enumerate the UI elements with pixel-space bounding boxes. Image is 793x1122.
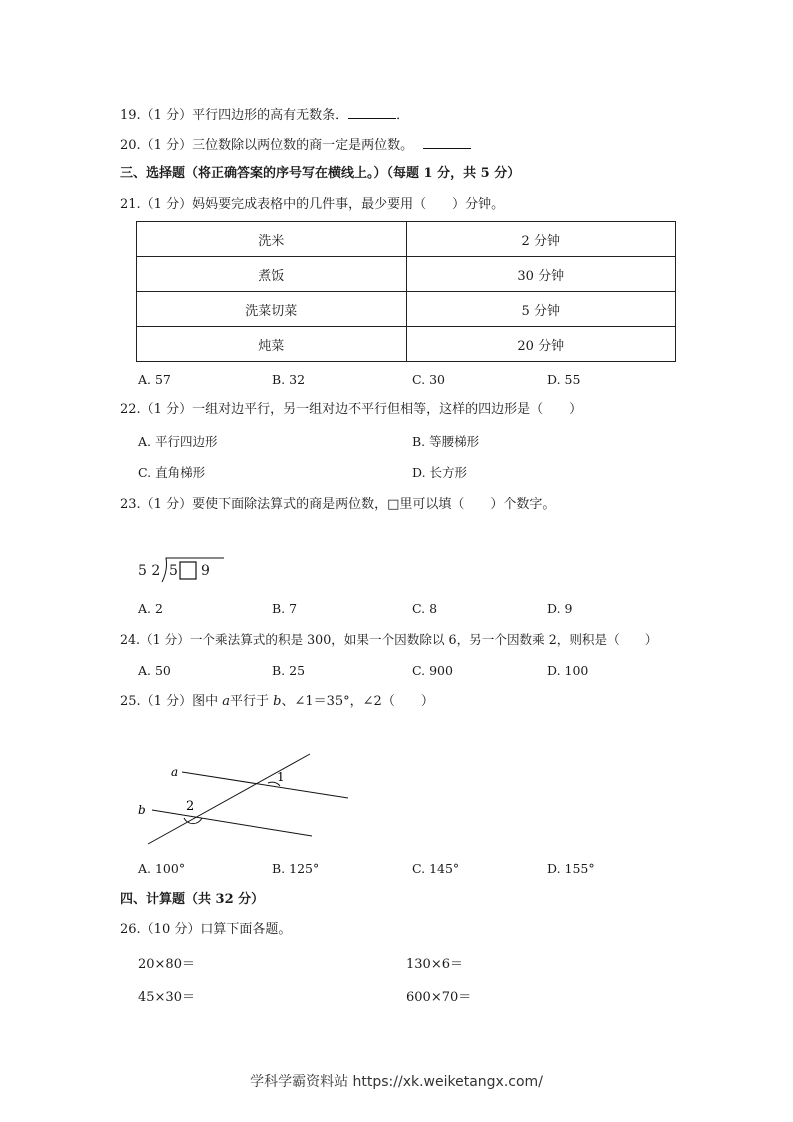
question-25-text-post: 、∠1＝35°，∠2（ ）	[281, 694, 434, 709]
parallel-lines-figure	[134, 748, 364, 848]
option-c[interactable]: C. 30	[412, 372, 445, 387]
option-d[interactable]: D. 9	[547, 601, 573, 616]
table-cell-task: 洗菜切菜	[137, 292, 407, 327]
option-a[interactable]: A. 57	[138, 372, 171, 387]
option-b[interactable]: B. 等腰梯形	[412, 434, 480, 449]
long-division-figure	[138, 556, 228, 586]
question-19-end: ．	[396, 108, 410, 123]
table-row	[137, 257, 676, 292]
dividend-last-digit: 9	[201, 563, 210, 579]
question-25-text-pre: 25.（1 分）图中	[120, 694, 223, 709]
line-a	[182, 772, 348, 798]
option-d[interactable]: D. 长方形	[412, 465, 468, 480]
label-b: b	[138, 803, 146, 817]
variable-a: a	[222, 694, 230, 709]
table-row	[137, 327, 676, 362]
variable-b: b	[273, 694, 282, 709]
label-angle-1: 1	[277, 770, 285, 784]
question-22-text: 22.（1 分）一组对边平行，另一组对边不平行但相等，这样的四边形是（ ）	[120, 402, 583, 417]
option-a[interactable]: A. 50	[138, 663, 171, 678]
option-c[interactable]: C. 8	[412, 601, 438, 616]
option-a[interactable]: A. 100°	[138, 861, 186, 876]
question-19-text: 19.（1 分）平行四边形的高有无数条．	[120, 108, 349, 123]
section-4-title: 四、计算题（共 32 分）	[120, 892, 265, 907]
footer-watermark: 学科学霸资料站 https://xk.weiketangx.com/	[250, 1074, 543, 1090]
dividend-first-digit: 5	[169, 563, 178, 579]
calc-item: 600×70＝	[406, 990, 472, 1005]
answer-blank-19[interactable]	[348, 106, 396, 119]
table-row	[137, 292, 676, 327]
option-d[interactable]: D. 155°	[547, 861, 595, 876]
question-25-text-mid: 平行于	[229, 694, 274, 709]
answer-blank-20[interactable]	[423, 136, 471, 149]
question-21-text: 21.（1 分）妈妈要完成表格中的几件事，最少要用（ ）分钟。	[120, 197, 505, 212]
option-d[interactable]: D. 55	[547, 372, 581, 387]
option-d[interactable]: D. 100	[547, 663, 589, 678]
question-23-text: 23.（1 分）要使下面除法算式的商是两位数，□里可以填（ ）个数字。	[120, 497, 556, 512]
label-a: a	[171, 765, 179, 779]
option-c[interactable]: C. 直角梯形	[138, 465, 206, 480]
question-24-text: 24.（1 分）一个乘法算式的积是 300，如果一个因数除以 6，另一个因数乘 2，则积是（ ）	[120, 632, 658, 647]
calc-item: 20×80＝	[138, 957, 195, 972]
option-b[interactable]: B. 32	[272, 372, 306, 387]
option-b[interactable]: B. 7	[272, 601, 298, 616]
option-c[interactable]: C. 145°	[412, 861, 460, 876]
option-a[interactable]: A. 平行四边形	[138, 434, 218, 449]
question-20	[120, 136, 471, 154]
table-cell-task: 煮饭	[137, 257, 407, 292]
option-a[interactable]: A. 2	[138, 601, 163, 616]
question-26-text: 26.（10 分）口算下面各题。	[120, 922, 292, 937]
table-cell-time: 20 分钟	[406, 327, 676, 362]
label-angle-2: 2	[186, 799, 195, 814]
table-cell-task: 炖菜	[137, 327, 407, 362]
table-row	[137, 222, 676, 257]
question-25	[120, 694, 434, 710]
table-cell-task: 洗米	[137, 222, 407, 257]
option-b[interactable]: B. 25	[272, 663, 306, 678]
divisor: 5 2	[138, 563, 161, 579]
option-b[interactable]: B. 125°	[272, 861, 320, 876]
question-20-text: 20.（1 分）三位数除以两位数的商一定是两位数。	[120, 138, 414, 153]
section-3-title: 三、选择题（将正确答案的序号写在横线上。）（每题 1 分，共 5 分）	[120, 166, 521, 181]
question-19	[120, 106, 409, 124]
table-cell-time: 2 分钟	[406, 222, 676, 257]
table-cell-time: 5 分钟	[406, 292, 676, 327]
dividend-blank-box[interactable]	[180, 562, 196, 579]
line-b	[152, 810, 312, 836]
table-cell-time: 30 分钟	[406, 257, 676, 292]
calc-item: 130×6＝	[406, 957, 463, 972]
calc-item: 45×30＝	[138, 990, 195, 1005]
option-c[interactable]: C. 900	[412, 663, 453, 678]
task-time-table	[136, 221, 676, 362]
